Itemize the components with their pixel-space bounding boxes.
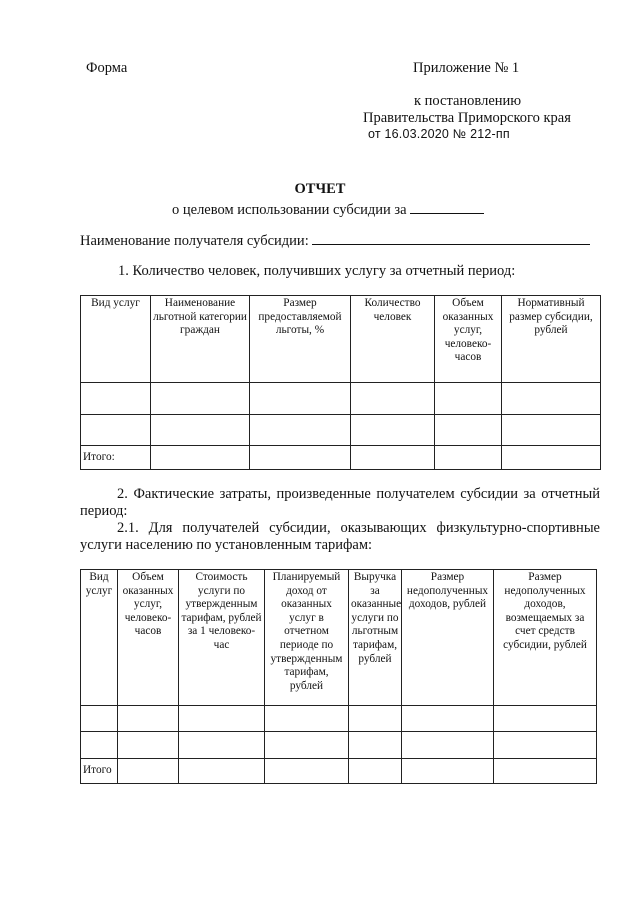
t1-col-people-count: Количество человек bbox=[351, 296, 435, 383]
t2-col-tariff-cost: Стоимость услуги по утвержденным тарифам, рублей за 1 человеко-час bbox=[179, 570, 265, 706]
resolution-date: 16.03.2020 bbox=[384, 127, 450, 141]
form-label: Форма bbox=[86, 60, 128, 76]
recipient-blank-line bbox=[312, 230, 590, 245]
report-title: ОТЧЕТ bbox=[294, 181, 346, 197]
t2-col-service-type: Вид услуг bbox=[81, 570, 118, 706]
t1-total-label: Итого: bbox=[81, 446, 151, 470]
t2-total-label: Итого bbox=[81, 759, 118, 784]
t2-col-lost-income: Размер недополученных доходов, рублей bbox=[402, 570, 494, 706]
recipient-line bbox=[80, 230, 590, 250]
table-row bbox=[81, 706, 597, 732]
t2-col-service-volume: Объем оказанных услуг, человеко-часов bbox=[118, 570, 179, 706]
resolution-number: 212-пп bbox=[470, 127, 510, 141]
number-sign: № bbox=[452, 127, 467, 141]
government-label: Правительства Приморского края bbox=[363, 110, 571, 126]
t1-col-standard-subsidy: Нормативный размер субсидии, рублей bbox=[502, 296, 601, 383]
section2-1-heading: 2.1. Для получателей субсидии, оказывающих физкультурно-спортивные услуги населению по установленным тарифам: bbox=[80, 520, 600, 553]
t1-col-benefit-size: Размер предоставляемой льготы, % bbox=[250, 296, 351, 383]
t1-col-service-volume: Объем оказанных услуг, человеко-часов bbox=[435, 296, 502, 383]
expenses-table bbox=[80, 569, 597, 784]
date-prefix: от bbox=[368, 127, 381, 141]
period-blank-line bbox=[410, 199, 484, 214]
table-row bbox=[81, 383, 601, 415]
recipient-label: Наименование получателя субсидии: bbox=[80, 233, 309, 249]
table-row bbox=[81, 732, 597, 759]
report-subtitle-line bbox=[172, 199, 484, 219]
section1-heading: 1. Количество человек, получивших услугу за отчетный период: bbox=[118, 263, 516, 279]
t1-col-service-type: Вид услуг bbox=[81, 296, 151, 383]
t1-col-category: Наименование льготной категории граждан bbox=[151, 296, 250, 383]
section2-heading: 2. Фактические затраты, произведенные получателем субсидии за отчетный период: bbox=[80, 486, 600, 519]
table1-header-row bbox=[81, 296, 601, 383]
people-served-table bbox=[80, 295, 601, 470]
t2-col-planned-income: Планируемый доход от оказанных услуг в отчетном периоде по утвержденным тарифам, рублей bbox=[265, 570, 349, 706]
table-row bbox=[81, 415, 601, 446]
table1-total-row bbox=[81, 446, 601, 470]
table2-header-row bbox=[81, 570, 597, 706]
table2-total-row bbox=[81, 759, 597, 784]
appendix-number: Приложение № 1 bbox=[413, 60, 520, 76]
resolution-label: к постановлению bbox=[414, 93, 522, 109]
resolution-date-line bbox=[368, 127, 510, 141]
t2-col-revenue: Выручка за оказанные услуги по льготным тарифам, рублей bbox=[349, 570, 402, 706]
report-subtitle: о целевом использовании субсидии за bbox=[172, 202, 407, 218]
t2-col-reimbursed-income: Размер недополученных доходов, возмещаемых за счет средств субсидии, рублей bbox=[494, 570, 597, 706]
